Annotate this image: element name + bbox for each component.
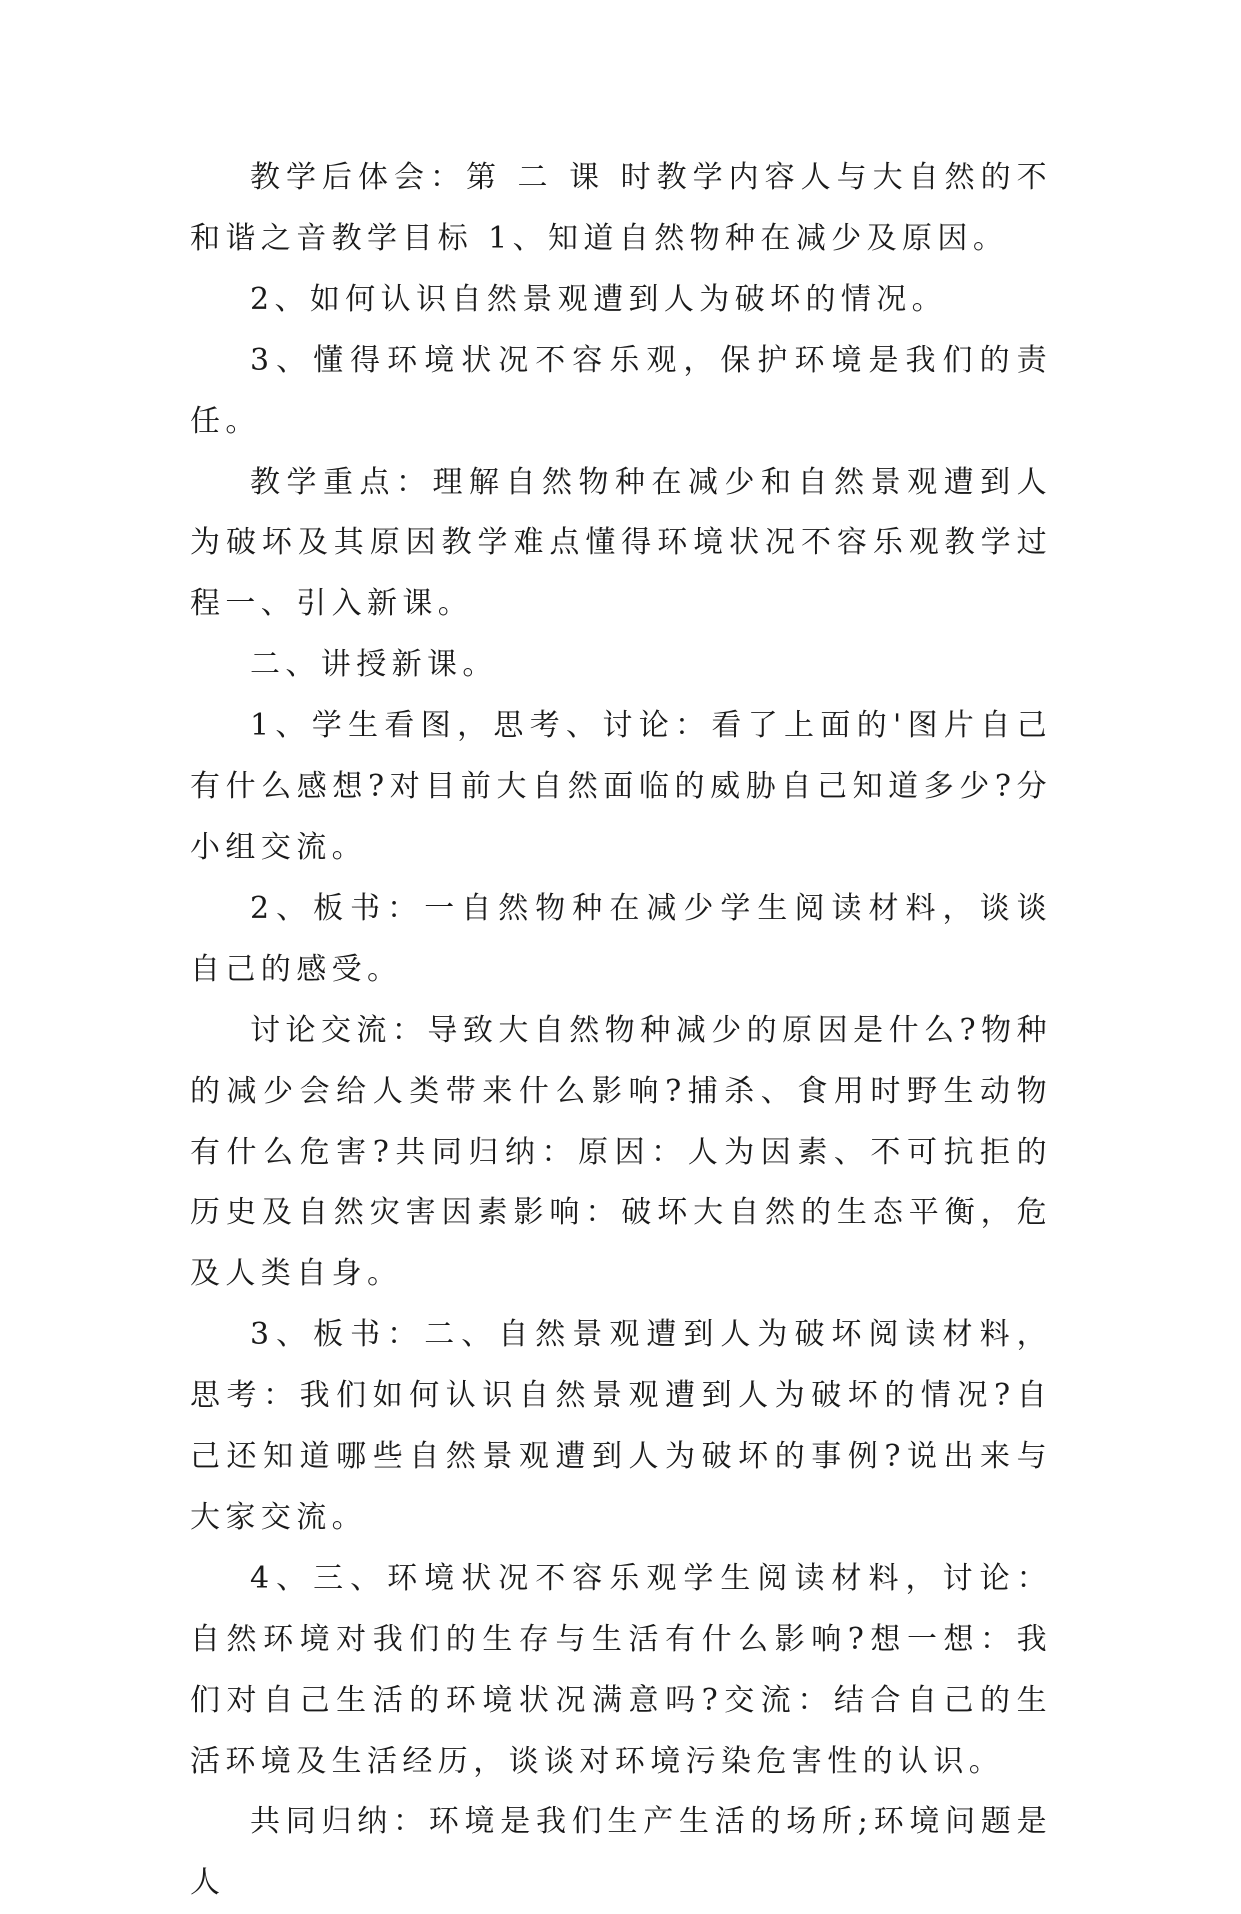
paragraph-step-3: 3、板书：二、自然景观遭到人为破坏阅读材料，思考：我们如何认识自然景观遭到人为破坏的情况?自己还知道哪些自然景观遭到人为破坏的事例?说出来与大家交流。 [190,1317,1052,1535]
paragraph-step-2: 2、板书：一自然物种在减少学生阅读材料，谈谈自己的感受。 [190,890,1052,987]
paragraph-new-lesson-heading: 二、讲授新课。 [250,647,498,683]
paragraph-objective-3: 3、懂得环境状况不容乐观，保护环境是我们的责任。 [190,342,1052,439]
paragraph-reflection-and-objectives: 教学后体会：第 二 课 时教学内容人与大自然的不和谐之音教学目标 1、知道自然物种在减少及原因。 [190,160,1052,256]
body-text [190,148,1052,1914]
paragraph-key-points: 教学重点：理解自然物种在减少和自然景观遭到人为破坏及其原因教学难点懂得环境状况不容乐观教学过程一、引入新课。 [190,464,1052,622]
paragraph-objective-2: 2、如何认识自然景观遭到人为破坏的情况。 [250,281,948,317]
paragraph-step-1: 1、学生看图，思考、讨论：看了上面的'图片自己有什么感想?对目前大自然面临的威胁自己知道多少?分小组交流。 [190,708,1052,865]
paragraph-step-4: 4、三、环境状况不容乐观学生阅读材料，讨论：自然环境对我们的生存与生活有什么影响?想一想：我们对自己生活的环境状况满意吗?交流：结合自己的生活环境及生活经历，谈谈对环境污染危害性的认识。 [190,1560,1052,1779]
paragraph-summary: 共同归纳：环境是我们生产生活的场所;环境问题是人 [190,1804,1052,1901]
paragraph-discussion: 讨论交流：导致大自然物种减少的原因是什么?物种的减少会给人类带来什么影响?捕杀、食用时野生动物有什么危害?共同归纳：原因：人为因素、不可抗拒的历史及自然灾害因素影响：破坏大自然的生态平衡，危及人类自身。 [190,1012,1052,1292]
